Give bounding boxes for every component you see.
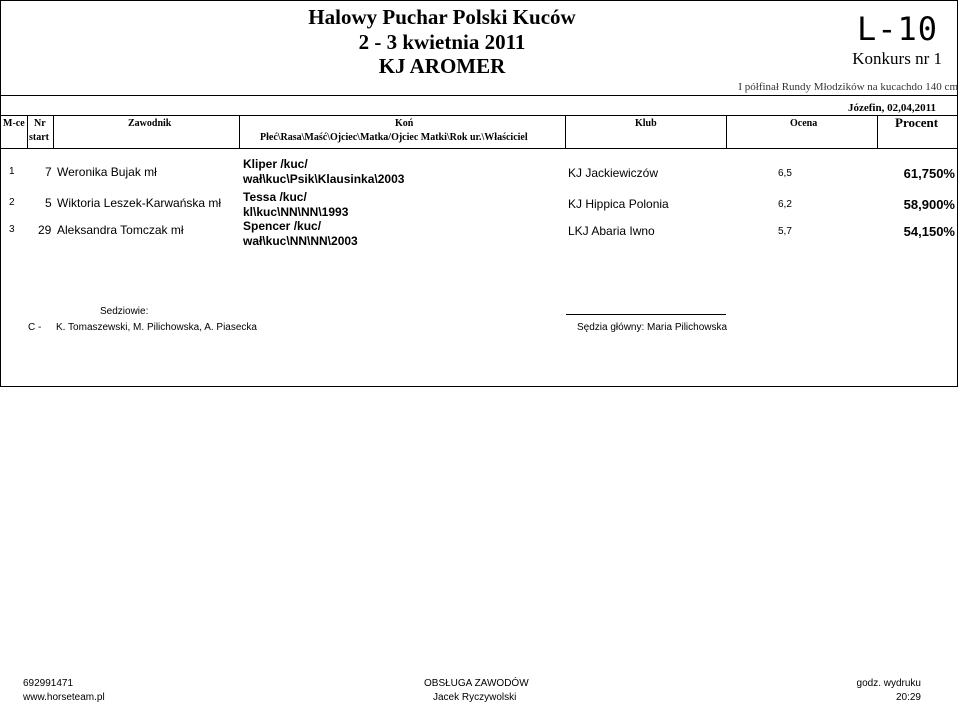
row-place: 3 bbox=[9, 224, 15, 235]
row-club: LKJ Abaria Iwno bbox=[568, 224, 655, 238]
col-header-club: Klub bbox=[635, 118, 657, 129]
col-header-score: Ocena bbox=[790, 118, 818, 129]
chief-judge: Sędzia główny: Maria Pilichowska bbox=[577, 322, 728, 333]
row-rider: Wiktoria Leszek-Karwańska mł bbox=[57, 196, 222, 210]
footer-print-time: 20:29 bbox=[895, 692, 921, 703]
footer-print-label: godz. wydruku bbox=[856, 678, 921, 689]
table-header-top bbox=[0, 115, 958, 116]
col-header-horse-details: Płeć\Rasa\Maść\Ojciec\Matka/Ojciec Matki\Rok ur.\Właściciel bbox=[260, 132, 528, 143]
footer-phone: 692991471 bbox=[23, 678, 74, 689]
footer-service-name: Jacek Ryczywolski bbox=[433, 692, 517, 703]
judge-position: C - bbox=[28, 322, 42, 333]
col-divider bbox=[726, 115, 727, 148]
row-horse-details: wał\kuc\Psik\Klausinka\2003 bbox=[243, 172, 405, 186]
row-place: 1 bbox=[9, 166, 15, 177]
row-percent: 61,750% bbox=[903, 166, 955, 181]
event-organizer: KJ AROMER bbox=[378, 54, 506, 78]
row-horse-details: wał\kuc\NN\NN\2003 bbox=[243, 234, 358, 248]
col-divider bbox=[877, 115, 878, 148]
col-header-place: M-ce bbox=[3, 118, 25, 129]
col-header-rider: Zawodnik bbox=[128, 118, 172, 129]
col-header-start: start bbox=[29, 132, 49, 143]
col-divider bbox=[53, 115, 54, 148]
row-place: 2 bbox=[9, 197, 15, 208]
header-divider bbox=[0, 95, 958, 96]
row-horse-details: kl\kuc\NN\NN\1993 bbox=[243, 205, 349, 219]
table-header-bottom bbox=[0, 148, 958, 149]
row-rider: Weronika Bujak mł bbox=[57, 165, 157, 179]
row-club: KJ Jackiewiczów bbox=[568, 166, 659, 180]
col-header-percent: Procent bbox=[895, 115, 939, 130]
judges-label: Sedziowie: bbox=[100, 306, 149, 317]
signature-line bbox=[566, 314, 726, 315]
col-divider bbox=[27, 115, 28, 148]
row-horse-name: Spencer /kuc/ bbox=[243, 219, 322, 233]
row-nr: 29 bbox=[38, 223, 52, 237]
row-percent: 54,150% bbox=[903, 224, 955, 239]
col-header-nr: Nr bbox=[34, 118, 46, 129]
event-dates: 2 - 3 kwietnia 2011 bbox=[358, 30, 526, 54]
row-nr: 5 bbox=[45, 196, 52, 210]
competition-subtitle: I półfinał Rundy Młodzików na kucachdo 140 cm bbox=[738, 81, 958, 93]
row-percent: 58,900% bbox=[903, 197, 955, 212]
col-divider bbox=[565, 115, 566, 148]
row-nr: 7 bbox=[45, 165, 52, 179]
place-date: Józefin, 02,04,2011 bbox=[848, 102, 936, 114]
footer-website[interactable]: www.horseteam.pl bbox=[23, 692, 105, 703]
event-title: Halowy Puchar Polski Kuców bbox=[308, 5, 576, 29]
col-header-horse: Koń bbox=[395, 118, 414, 129]
class-code: L-10 bbox=[856, 10, 938, 48]
row-club: KJ Hippica Polonia bbox=[568, 197, 669, 211]
footer-service-label: OBSŁUGA ZAWODÓW bbox=[424, 678, 529, 689]
judges-names: K. Tomaszewski, M. Pilichowska, A. Piasecka bbox=[56, 322, 257, 333]
row-score: 5,7 bbox=[778, 226, 792, 237]
competition-number: Konkurs nr 1 bbox=[852, 49, 942, 68]
row-score: 6,2 bbox=[778, 199, 792, 210]
row-score: 6,5 bbox=[778, 168, 792, 179]
row-rider: Aleksandra Tomczak mł bbox=[57, 223, 184, 237]
row-horse-name: Tessa /kuc/ bbox=[243, 190, 307, 204]
row-horse-name: Kliper /kuc/ bbox=[243, 157, 308, 171]
col-divider bbox=[239, 115, 240, 148]
